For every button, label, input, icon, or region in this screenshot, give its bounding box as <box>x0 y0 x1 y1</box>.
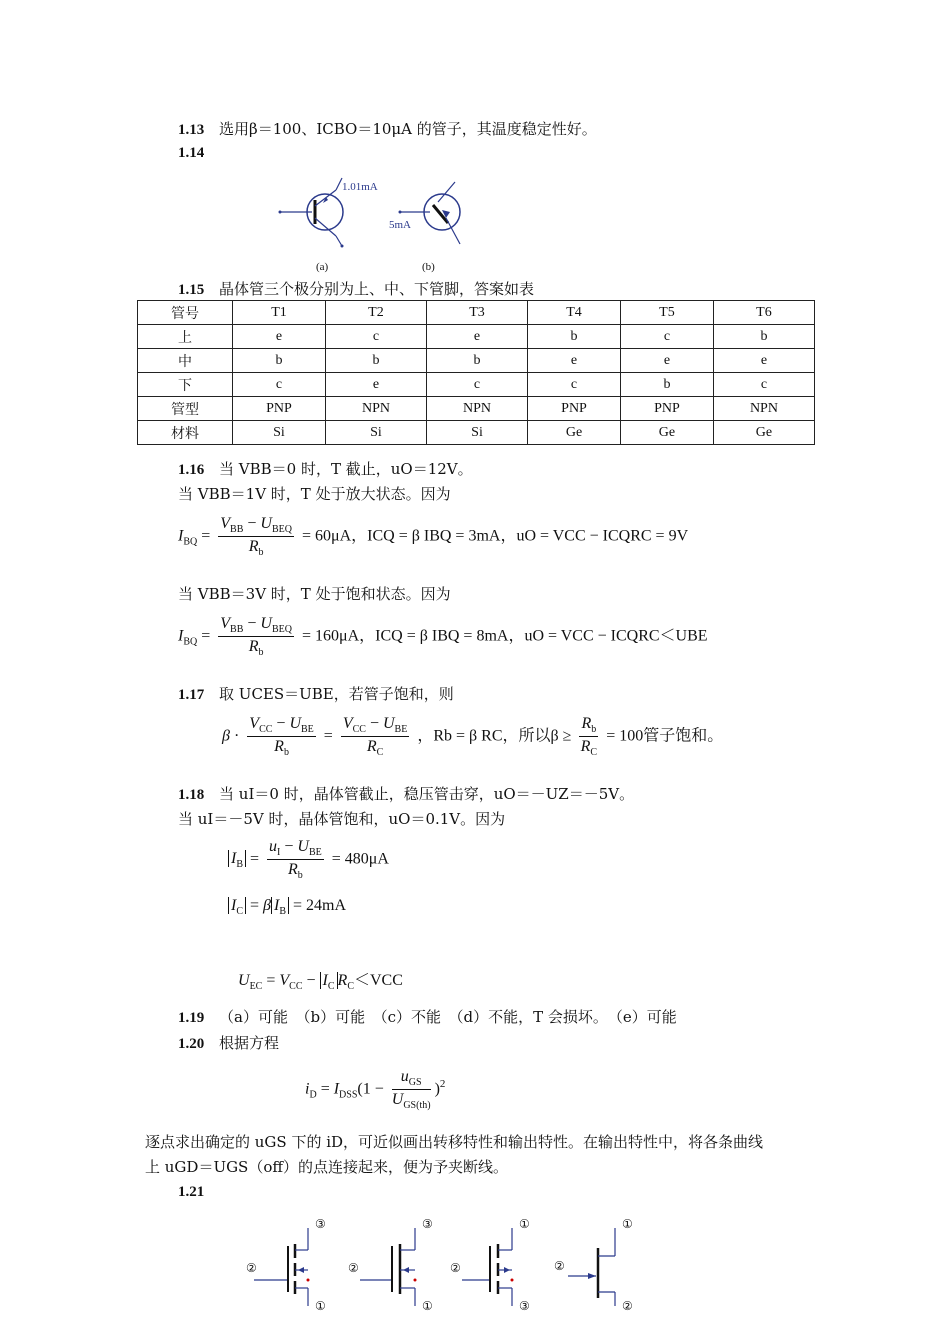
equation-rhs: = 60μA，ICQ = β IBQ = 3mA，uO = VCC − ICQRC = 9V <box>301 527 689 545</box>
svg-text:(b): (b) <box>422 261 435 273</box>
jfet-4-icon <box>554 1217 633 1313</box>
equation-id: $i_D = I_{DSS}(1$ − $\frac{u_{GS}}{U_{GS(th)}}$ )$^2$ <box>305 1068 446 1112</box>
table-cell: Si <box>426 421 527 445</box>
item-number: 1.19 <box>178 1010 205 1026</box>
table-row <box>138 373 815 397</box>
table-row <box>138 349 815 373</box>
item-line: 当 VBB＝0 时，T 截止，uO＝12V。 <box>219 460 473 478</box>
item-number: 1.21 <box>178 1184 205 1200</box>
transistor-diagrams <box>270 170 490 275</box>
table-cell: b <box>713 325 814 349</box>
table-cell: Si <box>233 421 326 445</box>
mosfet-2-icon <box>348 1217 433 1313</box>
table-cell: b <box>426 349 527 373</box>
table-cell: 管型 <box>138 397 233 421</box>
table-cell: PNP <box>620 397 713 421</box>
table-cell: e <box>325 373 426 397</box>
table-cell: e <box>713 349 814 373</box>
table-cell: NPN <box>325 397 426 421</box>
item-line: 逐点求出确定的 uGS 下的 iD，可近似画出转移特性和输出特性。在输出特性中，将各条曲线 <box>145 1133 764 1151</box>
table-cell: c <box>620 325 713 349</box>
transistor-a-icon <box>279 178 378 273</box>
table-header-cell: T3 <box>426 301 527 325</box>
equation-ic: $I_C = \beta$ $I_B = 24mA$ <box>228 897 346 917</box>
equation-ib: $I_B$ = $\frac{u_I - U_{BE}}{R_b}$ = 480μA <box>228 838 389 881</box>
table-cell: c <box>528 373 621 397</box>
item-line: 当 uI＝0 时，晶体管截止，稳压管击穿，uO＝－UZ＝－5V。 <box>219 785 635 803</box>
equation-mid: ，Rb = β RC，所以β ≥ <box>417 727 572 745</box>
equation-rhs: = 24mA <box>293 897 347 914</box>
table-cell: Ge <box>528 421 621 445</box>
table-cell: e <box>528 349 621 373</box>
item-1-21 <box>178 1182 214 1201</box>
table-cell: c <box>325 325 426 349</box>
table-cell: PNP <box>233 397 326 421</box>
table-cell: Ge <box>620 421 713 445</box>
table-header-cell: 管号 <box>138 301 233 325</box>
item-line: 当 VBB＝1V 时，T 处于放大状态。因为 <box>178 485 451 503</box>
table-header-row <box>138 301 815 325</box>
table-header-cell: T6 <box>713 301 814 325</box>
mosfet-3-icon <box>450 1217 530 1313</box>
item-1-16 <box>178 458 473 479</box>
table-cell: c <box>233 373 326 397</box>
table-cell: PNP <box>528 397 621 421</box>
svg-text:②: ② <box>622 1299 633 1313</box>
equation-rhs: ＜VCC <box>353 972 403 989</box>
table-cell: b <box>528 325 621 349</box>
item-line: 当 uI＝－5V 时，晶体管饱和，uO＝0.1V。因为 <box>178 810 506 828</box>
table-cell: e <box>620 349 713 373</box>
mosfet-1-icon <box>246 1217 326 1313</box>
transistor-b-icon <box>389 182 460 273</box>
table-cell: 下 <box>138 373 233 397</box>
equation-ibq-1: $I_{BQ}$ = $\frac{V_{BB} - U_{BEQ}}{R_b}$ = 60μA，ICQ = β IBQ = 3mA，uO = VCC − ICQRC = 9V <box>178 515 689 559</box>
item-1-13 <box>178 118 597 139</box>
svg-text:①: ① <box>315 1299 326 1313</box>
table-cell: Si <box>325 421 426 445</box>
svg-text:①: ① <box>519 1217 530 1231</box>
mosfet-diagrams <box>240 1208 660 1318</box>
item-text: （a）可能 （b）可能 （c）不能 （d）不能，T 会损坏。 （e）可能 <box>219 1008 677 1026</box>
pin-table <box>137 300 815 445</box>
table-cell: e <box>233 325 326 349</box>
item-text: 选用β＝100、ICBO＝10μA 的管子，其温度稳定性好。 <box>219 120 597 138</box>
table-cell: b <box>620 373 713 397</box>
table-cell: b <box>233 349 326 373</box>
table-cell: c <box>713 373 814 397</box>
equation-ibq-2: $I_{BQ}$ = $\frac{V_{BB} - U_{BEQ}}{R_b}$ = 160μA，ICQ = β IBQ = 8mA，uO = VCC − ICQRC＜UBE <box>178 615 708 659</box>
table-row <box>138 397 815 421</box>
table-header-cell: T1 <box>233 301 326 325</box>
svg-text:②: ② <box>348 1261 359 1275</box>
table-cell: 材料 <box>138 421 233 445</box>
table-header-cell: T2 <box>325 301 426 325</box>
svg-text:①: ① <box>422 1299 433 1313</box>
svg-text:②: ② <box>450 1261 461 1275</box>
table-cell: e <box>426 325 527 349</box>
item-1-14 <box>178 143 214 162</box>
svg-text:①: ① <box>622 1217 633 1231</box>
svg-text:②: ② <box>246 1261 257 1275</box>
item-1-20 <box>178 1032 279 1053</box>
item-1-18 <box>178 783 634 804</box>
table-cell: b <box>325 349 426 373</box>
svg-text:③: ③ <box>315 1217 326 1231</box>
item-number: 1.15 <box>178 282 205 298</box>
item-number: 1.13 <box>178 122 205 138</box>
item-text: 晶体管三个极分别为上、中、下管脚，答案如表 <box>219 280 535 298</box>
svg-text:(a): (a) <box>316 261 329 273</box>
table-cell: NPN <box>426 397 527 421</box>
table-cell: Ge <box>713 421 814 445</box>
svg-text:③: ③ <box>519 1299 530 1313</box>
item-1-19 <box>178 1006 677 1027</box>
table-cell: c <box>426 373 527 397</box>
table-header-cell: T5 <box>620 301 713 325</box>
item-1-15 <box>178 278 534 299</box>
table-cell: 上 <box>138 325 233 349</box>
table-row <box>138 421 815 445</box>
svg-text:1.01mA: 1.01mA <box>342 181 378 193</box>
svg-text:③: ③ <box>422 1217 433 1231</box>
item-line: 根据方程 <box>219 1034 280 1052</box>
item-number: 1.16 <box>178 462 205 478</box>
equation-tail: = 100管子饱和。 <box>606 727 724 745</box>
table-row <box>138 325 815 349</box>
item-line: 上 uGD＝UGS（off）的点连接起来，便为予夹断线。 <box>145 1158 509 1176</box>
item-number: 1.20 <box>178 1036 205 1052</box>
item-number: 1.14 <box>178 145 205 161</box>
svg-text:②: ② <box>554 1259 565 1273</box>
equation-saturation: β · $\frac{V_{CC} - U_{BE}}{R_b}$ = $\frac{V_{CC} - U_{BE}}{R_C}$ ，Rb = β RC，所以β ≥ $\frac{R_b}{R_C}$ = 100管子饱和。 <box>222 715 724 759</box>
item-number: 1.17 <box>178 687 205 703</box>
svg-text:5mA: 5mA <box>389 219 411 231</box>
equation-uec: $U_{EC} = V_{CC} - I_C$ $R_C<VCC$ <box>238 972 403 993</box>
equation-rhs: = 480μA <box>331 850 389 868</box>
item-line: 取 UCES＝UBE，若管子饱和，则 <box>219 685 454 703</box>
table-header-cell: T4 <box>528 301 621 325</box>
equation-rhs: = 160μA，ICQ = β IBQ = 8mA，uO = VCC − ICQRC＜UBE <box>301 627 708 645</box>
item-number: 1.18 <box>178 787 205 803</box>
item-1-17 <box>178 683 454 704</box>
item-line: 当 VBB＝3V 时，T 处于饱和状态。因为 <box>178 585 451 603</box>
table-cell: NPN <box>713 397 814 421</box>
table-cell: 中 <box>138 349 233 373</box>
